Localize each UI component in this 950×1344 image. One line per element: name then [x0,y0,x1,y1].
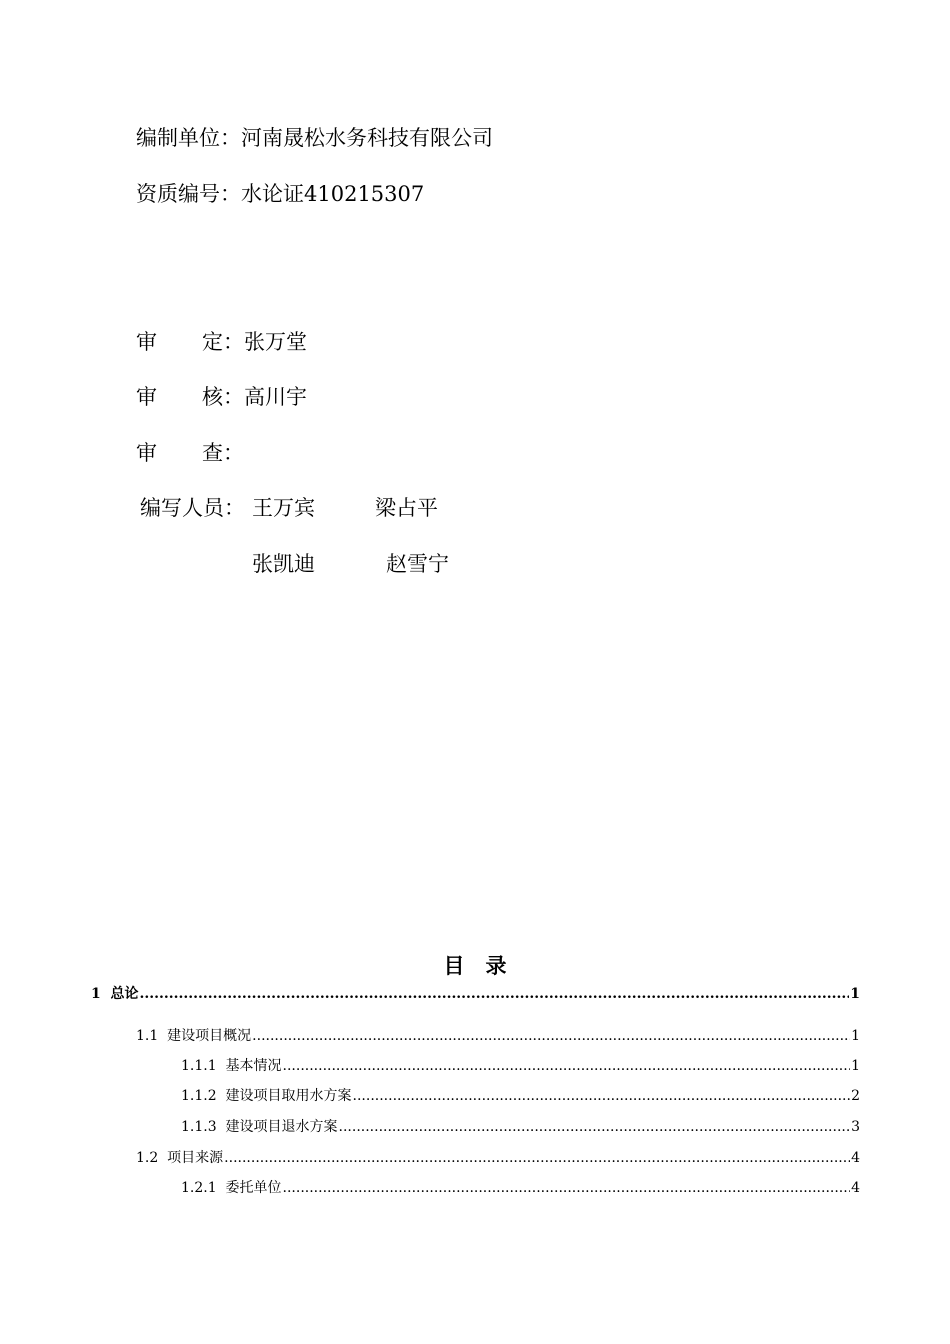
toc-leader [339,1117,851,1137]
cert-label: 资质编号： [136,182,241,206]
org-label: 编制单位： [136,126,241,150]
org-line [136,124,493,152]
toc-leader [353,1086,851,1106]
toc-entry[interactable] [181,1056,860,1076]
check-label-2: 核： [202,385,244,409]
toc-entry[interactable] [181,1178,860,1198]
toc-entry-text: 建设项目取用水方案 [225,1088,352,1104]
toc-entry[interactable] [91,984,860,1004]
cert-value: 水论证410215307 [241,182,425,206]
toc-leader [283,1178,851,1198]
toc-entry-text: 委托单位 [225,1180,282,1196]
toc-entry-number: 1.2.1 [181,1180,217,1196]
toc-entry-page: 1 [850,986,860,1002]
authors-label: 编写人员： [140,496,245,520]
toc-title: 目 录 [443,953,507,978]
toc-entry[interactable] [181,1086,860,1106]
approve-label-1: 审 [136,330,157,354]
toc-entry-text: 建设项目概况 [167,1028,252,1044]
check-label-1: 审 [136,385,157,409]
toc-entry-text: 项目来源 [167,1150,224,1166]
author-name: 梁占平 [375,496,438,520]
toc-entry-page: 4 [851,1150,860,1166]
toc-entry-text: 建设项目退水方案 [225,1119,338,1135]
author-name: 赵雪宁 [386,552,449,576]
author-name: 张凯迪 [252,552,315,576]
review-line [136,439,244,467]
toc-entry-number: 1.1 [136,1028,159,1044]
toc-entry-number: 1.2 [136,1150,159,1166]
toc-entry[interactable] [136,1026,860,1046]
check-line [136,383,307,411]
toc-entry-number: 1 [91,986,101,1002]
toc-entry-text: 总论 [110,986,139,1002]
approve-value: 张万堂 [244,330,307,354]
org-value: 河南晟松水务科技有限公司 [241,126,493,150]
toc-leader [224,1148,850,1168]
toc-leader [252,1026,850,1046]
toc-entry-page: 3 [851,1119,860,1135]
toc-entry-page: 2 [851,1088,860,1104]
toc-leader [283,1056,851,1076]
review-label-1: 审 [136,441,157,465]
check-value: 高川宇 [244,385,307,409]
toc-entry-text: 基本情况 [225,1058,282,1074]
toc-entry-page: 1 [851,1058,860,1074]
review-label-2: 查： [202,441,244,465]
toc-entry-number: 1.1.2 [181,1088,217,1104]
toc-entry-page: 4 [851,1180,860,1196]
toc-entry[interactable] [181,1117,860,1137]
approve-line [136,328,307,356]
toc-entry-page: 1 [851,1028,860,1044]
toc-entry-number: 1.1.3 [181,1119,217,1135]
toc-leader [140,984,850,1004]
cert-line [136,180,424,208]
approve-label-2: 定： [202,330,244,354]
author-name: 王万宾 [252,496,315,520]
toc-entry[interactable] [136,1148,860,1168]
toc-entry-number: 1.1.1 [181,1058,217,1074]
